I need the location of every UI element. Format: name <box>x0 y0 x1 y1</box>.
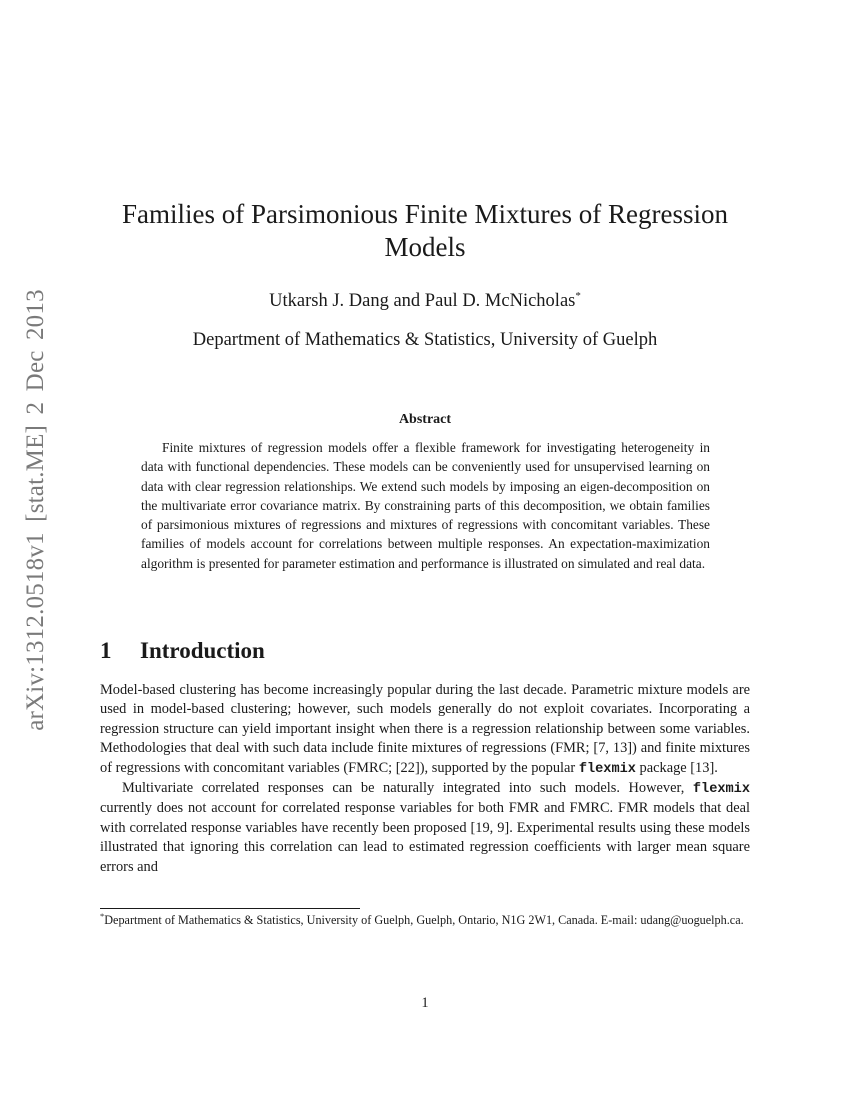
arxiv-side-stamp <box>0 0 70 1100</box>
footnote-text: Department of Mathematics & Statistics, University of Guelph, Guelph, Ontario, N1G 2W1, Canada. E-mail: udang@uoguelph.ca. <box>104 913 744 927</box>
inline-code-flexmix: flexmix <box>578 761 636 777</box>
author-affiliation: Department of Mathematics & Statistics, University of Guelph <box>192 330 658 350</box>
footnote-marker: * <box>100 910 105 921</box>
section-number: 1 <box>100 638 112 663</box>
footnote-divider <box>100 908 360 909</box>
section-heading <box>100 637 750 665</box>
inline-code-flexmix: flexmix <box>692 782 750 798</box>
paper-title: Families of Parsimonious Finite Mixtures of Regression Models <box>122 199 728 262</box>
intro-paragraph-1 <box>100 681 750 779</box>
intro-paragraph-1-end: package [13]. <box>639 759 718 776</box>
page-number: 1 <box>421 995 429 1011</box>
author-line <box>100 289 750 313</box>
intro-paragraph-2-start: Multivariate correlated responses can be naturally integrated into such models. However, <box>122 780 685 797</box>
abstract-body: Finite mixtures of regression models offer a flexible framework for investigating heterogeneity in data with functional dependencies. These models can be conveniently used for unsupervised learning on data with clear regression relationships. We extend such models by imposing an eigen-decomposition on the multivariate error covariance matrix. By constraining parts of this decomposition, we obtain families of parsimonious mixtures of regressions and mixtures of regressions with concomitant variables. These families of models account for correlations between multiple responses. An expectation-maximization algorithm is presented for parameter estimation and performance is illustrated on simulated and real data. <box>141 440 710 571</box>
intro-paragraph-2-rest: currently does not account for correlated response variables for both FMR and FMRC. FMR models that deal with correlated response variables have recently been proposed [19, 9]. Experimental results using these models illustrated that ignoring this correlation can lead to estimated regression coefficients with larger mean square errors and <box>100 800 750 875</box>
intro-paragraph-1-text: Model-based clustering has become increasingly popular during the last decade. Parametric mixture models are used in model-based clustering; however, such models generally do not exploit covariates. Incorporating a regression structure can yield important insight when there is a regression relationship between some variables. Methodologies that deal with such data include finite mixtures of regressions (FMR; [7, 13]) and finite mixtures of regressions with concomitant variables (FMRC; [22]), supported by the popular <box>100 682 750 776</box>
arxiv-identifier: arXiv:1312.0518v1 [stat.ME] 2 Dec 2013 <box>22 289 49 731</box>
author-footnote-marker: * <box>575 289 581 302</box>
footnote <box>100 912 750 930</box>
section-title: Introduction <box>140 638 265 663</box>
author-names: Utkarsh J. Dang and Paul D. McNicholas <box>269 291 576 311</box>
introduction-body <box>100 681 750 877</box>
intro-paragraph-2 <box>100 779 750 877</box>
abstract-heading: Abstract <box>398 412 452 427</box>
